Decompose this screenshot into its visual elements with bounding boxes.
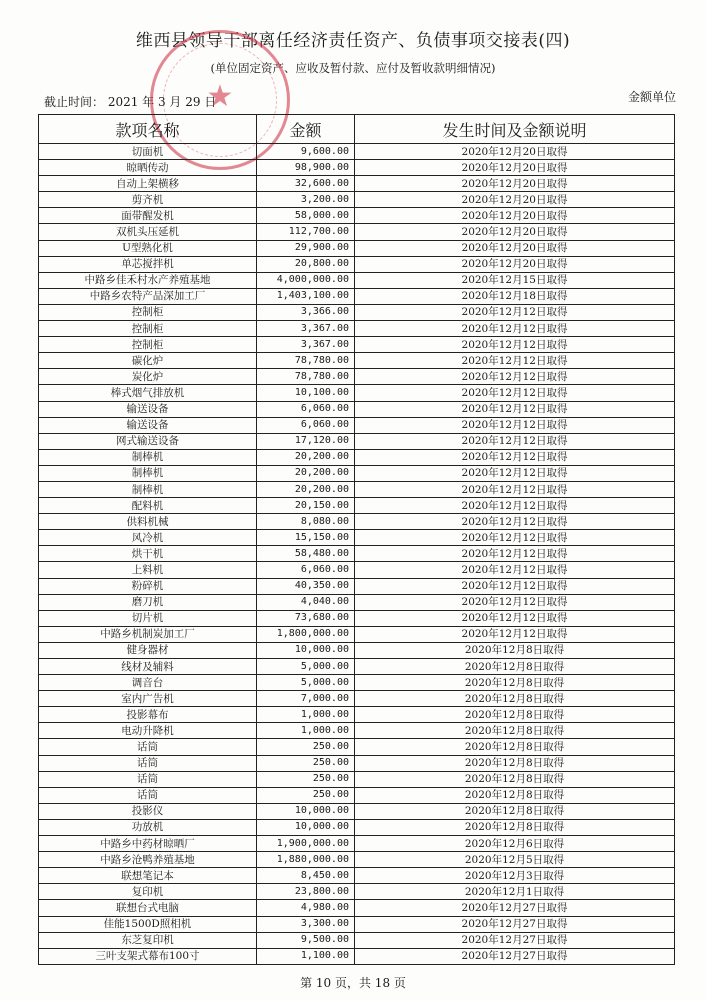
table-row — [39, 208, 675, 224]
table-row — [39, 385, 675, 401]
description-cell: 2020年12月8日取得 — [355, 739, 675, 755]
table-row — [39, 691, 675, 707]
item-name-cell: 佳能1500D照相机 — [39, 916, 257, 932]
item-name-cell: 控制柜 — [39, 337, 257, 353]
table-row — [39, 433, 675, 449]
item-name-cell: 棒式烟气排放机 — [39, 385, 257, 401]
table-row — [39, 176, 675, 192]
table-row — [39, 675, 675, 691]
description-cell: 2020年12月20日取得 — [355, 192, 675, 208]
item-name-cell: 话筒 — [39, 739, 257, 755]
amount-cell: 20,150.00 — [257, 498, 355, 514]
item-name-cell: 投影幕布 — [39, 707, 257, 723]
table-row — [39, 288, 675, 304]
item-name-cell: 晾晒传动 — [39, 160, 257, 176]
description-cell: 2020年12月20日取得 — [355, 256, 675, 272]
description-cell: 2020年12月15日取得 — [355, 272, 675, 288]
amount-cell: 20,200.00 — [257, 481, 355, 497]
amount-cell: 29,900.00 — [257, 240, 355, 256]
item-name-cell: 供料机械 — [39, 514, 257, 530]
item-name-cell: 炭化炉 — [39, 369, 257, 385]
amount-cell: 6,060.00 — [257, 417, 355, 433]
description-cell: 2020年12月12日取得 — [355, 481, 675, 497]
description-cell: 2020年12月12日取得 — [355, 578, 675, 594]
description-cell: 2020年12月27日取得 — [355, 948, 675, 964]
item-name-cell: 电动升降机 — [39, 723, 257, 739]
table-row — [39, 192, 675, 208]
table-row — [39, 884, 675, 900]
amount-cell: 40,350.00 — [257, 578, 355, 594]
item-name-cell: U型熟化机 — [39, 240, 257, 256]
item-name-cell: 自动上架横移 — [39, 176, 257, 192]
amount-cell: 3,200.00 — [257, 192, 355, 208]
item-name-cell: 单芯搅拌机 — [39, 256, 257, 272]
table-row — [39, 594, 675, 610]
amount-cell: 250.00 — [257, 755, 355, 771]
amount-cell: 112,700.00 — [257, 224, 355, 240]
amount-cell: 10,000.00 — [257, 803, 355, 819]
table-row — [39, 819, 675, 835]
table-row — [39, 160, 675, 176]
description-cell: 2020年12月8日取得 — [355, 707, 675, 723]
item-name-cell: 输送设备 — [39, 417, 257, 433]
description-cell: 2020年12月20日取得 — [355, 224, 675, 240]
item-name-cell: 面带醒发机 — [39, 208, 257, 224]
amount-cell: 8,450.00 — [257, 868, 355, 884]
item-name-cell: 控制柜 — [39, 321, 257, 337]
table-row — [39, 932, 675, 948]
table-row — [39, 755, 675, 771]
amount-cell: 6,060.00 — [257, 562, 355, 578]
document-title: 维西县领导干部离任经济责任资产、负债事项交接表(四) — [135, 31, 571, 51]
item-name-cell: 剪齐机 — [39, 192, 257, 208]
table-row — [39, 321, 675, 337]
item-name-cell: 制棒机 — [39, 481, 257, 497]
amount-cell: 1,880,000.00 — [257, 852, 355, 868]
item-name-cell: 碳化炉 — [39, 353, 257, 369]
description-cell: 2020年12月12日取得 — [355, 321, 675, 337]
description-cell: 2020年12月8日取得 — [355, 771, 675, 787]
amount-cell: 1,000.00 — [257, 707, 355, 723]
amount-cell: 250.00 — [257, 787, 355, 803]
description-cell: 2020年12月8日取得 — [355, 691, 675, 707]
description-cell: 2020年12月12日取得 — [355, 417, 675, 433]
seal-star-icon: ★ — [206, 79, 234, 114]
item-name-cell: 东芝复印机 — [39, 932, 257, 948]
amount-cell: 1,403,100.00 — [257, 288, 355, 304]
table-row — [39, 836, 675, 852]
description-cell: 2020年12月27日取得 — [355, 932, 675, 948]
description-cell: 2020年12月8日取得 — [355, 755, 675, 771]
amount-cell: 5,000.00 — [257, 659, 355, 675]
description-cell: 2020年12月8日取得 — [355, 803, 675, 819]
description-cell: 2020年12月8日取得 — [355, 787, 675, 803]
description-cell: 2020年12月12日取得 — [355, 498, 675, 514]
table-row — [39, 948, 675, 964]
description-cell: 2020年12月6日取得 — [355, 836, 675, 852]
table-row — [39, 353, 675, 369]
table-row — [39, 868, 675, 884]
description-cell: 2020年12月12日取得 — [355, 353, 675, 369]
item-name-cell: 输送设备 — [39, 401, 257, 417]
description-cell: 2020年12月20日取得 — [355, 144, 675, 160]
item-name-cell: 粉碎机 — [39, 578, 257, 594]
item-name-cell: 复印机 — [39, 884, 257, 900]
description-cell: 2020年12月12日取得 — [355, 337, 675, 353]
amount-cell: 78,780.00 — [257, 369, 355, 385]
amount-cell: 6,060.00 — [257, 401, 355, 417]
table-row — [39, 642, 675, 658]
amount-cell: 250.00 — [257, 739, 355, 755]
description-cell: 2020年12月12日取得 — [355, 465, 675, 481]
table-row — [39, 900, 675, 916]
table-row — [39, 771, 675, 787]
description-cell: 2020年12月27日取得 — [355, 900, 675, 916]
amount-cell: 8,080.00 — [257, 514, 355, 530]
amount-cell: 10,000.00 — [257, 642, 355, 658]
item-name-cell: 话筒 — [39, 787, 257, 803]
description-cell: 2020年12月12日取得 — [355, 594, 675, 610]
description-cell: 2020年12月12日取得 — [355, 546, 675, 562]
description-cell: 2020年12月3日取得 — [355, 868, 675, 884]
amount-cell: 1,000.00 — [257, 723, 355, 739]
amount-unit-label: 金额单位 — [627, 90, 676, 104]
item-name-cell: 健身器材 — [39, 642, 257, 658]
description-cell: 2020年12月8日取得 — [355, 723, 675, 739]
table-row — [39, 481, 675, 497]
item-name-cell: 中路乡机制炭加工厂 — [39, 626, 257, 642]
description-cell: 2020年12月8日取得 — [355, 642, 675, 658]
amount-cell: 250.00 — [257, 771, 355, 787]
amount-cell: 10,000.00 — [257, 819, 355, 835]
item-name-cell: 上料机 — [39, 562, 257, 578]
description-cell: 2020年12月12日取得 — [355, 562, 675, 578]
amount-cell: 5,000.00 — [257, 675, 355, 691]
amount-cell: 15,150.00 — [257, 530, 355, 546]
table-row — [39, 240, 675, 256]
item-name-cell: 中路乡中药材晾晒厂 — [39, 836, 257, 852]
description-cell: 2020年12月12日取得 — [355, 369, 675, 385]
amount-cell: 3,367.00 — [257, 337, 355, 353]
table-row — [39, 723, 675, 739]
amount-cell: 20,800.00 — [257, 256, 355, 272]
description-cell: 2020年12月12日取得 — [355, 433, 675, 449]
description-cell: 2020年12月12日取得 — [355, 385, 675, 401]
item-name-cell: 室内广告机 — [39, 691, 257, 707]
table-row — [39, 787, 675, 803]
header-description: 发生时间及金额说明 — [355, 115, 675, 144]
amount-cell: 4,980.00 — [257, 900, 355, 916]
item-name-cell: 控制柜 — [39, 304, 257, 320]
table-row — [39, 739, 675, 755]
item-name-cell: 双机头压延机 — [39, 224, 257, 240]
amount-cell: 58,480.00 — [257, 546, 355, 562]
table-row — [39, 224, 675, 240]
table-row — [39, 562, 675, 578]
item-name-cell: 磨刀机 — [39, 594, 257, 610]
description-cell: 2020年12月8日取得 — [355, 675, 675, 691]
header-amount: 金额 — [257, 115, 355, 144]
table-row — [39, 626, 675, 642]
table-row — [39, 272, 675, 288]
table-row — [39, 659, 675, 675]
description-cell: 2020年12月20日取得 — [355, 160, 675, 176]
table-row — [39, 417, 675, 433]
amount-cell: 10,100.00 — [257, 385, 355, 401]
description-cell: 2020年12月12日取得 — [355, 514, 675, 530]
table-row — [39, 465, 675, 481]
description-cell: 2020年12月18日取得 — [355, 288, 675, 304]
amount-cell: 1,900,000.00 — [257, 836, 355, 852]
amount-cell: 3,366.00 — [257, 304, 355, 320]
table-row — [39, 449, 675, 465]
amount-cell: 23,800.00 — [257, 884, 355, 900]
item-name-cell: 风冷机 — [39, 530, 257, 546]
cutoff-date: 截止时间： 2021 年 3 月 29 日 — [44, 95, 217, 109]
item-name-cell: 中路乡佳禾村水产养殖基地 — [39, 272, 257, 288]
item-name-cell: 切片机 — [39, 610, 257, 626]
item-name-cell: 制棒机 — [39, 449, 257, 465]
table-row — [39, 803, 675, 819]
description-cell: 2020年12月8日取得 — [355, 819, 675, 835]
description-cell: 2020年12月20日取得 — [355, 208, 675, 224]
description-cell: 2020年12月12日取得 — [355, 401, 675, 417]
item-name-cell: 功放机 — [39, 819, 257, 835]
table-row — [39, 514, 675, 530]
description-cell: 2020年12月27日取得 — [355, 916, 675, 932]
table-row — [39, 256, 675, 272]
table-row — [39, 707, 675, 723]
description-cell: 2020年12月12日取得 — [355, 530, 675, 546]
item-name-cell: 三叶支架式幕布100寸 — [39, 948, 257, 964]
item-name-cell: 配料机 — [39, 498, 257, 514]
table-row — [39, 852, 675, 868]
amount-cell: 20,200.00 — [257, 465, 355, 481]
amount-cell: 3,367.00 — [257, 321, 355, 337]
description-cell: 2020年12月12日取得 — [355, 449, 675, 465]
table-row — [39, 337, 675, 353]
item-name-cell: 切面机 — [39, 144, 257, 160]
description-cell: 2020年12月20日取得 — [355, 240, 675, 256]
table-row — [39, 578, 675, 594]
amount-cell: 1,100.00 — [257, 948, 355, 964]
item-name-cell: 网式输送设备 — [39, 433, 257, 449]
table-row — [39, 304, 675, 320]
item-name-cell: 烘干机 — [39, 546, 257, 562]
table-row — [39, 498, 675, 514]
table-row — [39, 144, 675, 160]
amount-cell: 20,200.00 — [257, 449, 355, 465]
amount-cell: 4,000,000.00 — [257, 272, 355, 288]
amount-cell: 17,120.00 — [257, 433, 355, 449]
item-name-cell: 话筒 — [39, 755, 257, 771]
amount-cell: 3,300.00 — [257, 916, 355, 932]
amount-cell: 78,780.00 — [257, 353, 355, 369]
table-row — [39, 369, 675, 385]
table-row — [39, 401, 675, 417]
item-name-cell: 调音台 — [39, 675, 257, 691]
item-name-cell: 制棒机 — [39, 465, 257, 481]
description-cell: 2020年12月5日取得 — [355, 852, 675, 868]
description-cell: 2020年12月1日取得 — [355, 884, 675, 900]
item-name-cell: 话筒 — [39, 771, 257, 787]
item-name-cell: 中路乡农特产品深加工厂 — [39, 288, 257, 304]
amount-cell: 98,900.00 — [257, 160, 355, 176]
amount-cell: 32,600.00 — [257, 176, 355, 192]
page-footer: 第 10 页，共 18 页 — [300, 976, 406, 990]
amount-cell: 7,000.00 — [257, 691, 355, 707]
description-cell: 2020年12月12日取得 — [355, 610, 675, 626]
item-name-cell: 投影仪 — [39, 803, 257, 819]
item-name-cell: 联想台式电脑 — [39, 900, 257, 916]
item-name-cell: 中路乡沧鸭养殖基地 — [39, 852, 257, 868]
amount-cell: 4,040.00 — [257, 594, 355, 610]
table-row — [39, 530, 675, 546]
table-row — [39, 916, 675, 932]
table-row — [39, 546, 675, 562]
asset-table — [38, 114, 675, 965]
description-cell: 2020年12月12日取得 — [355, 626, 675, 642]
item-name-cell: 联想笔记本 — [39, 868, 257, 884]
item-name-cell: 线材及辅料 — [39, 659, 257, 675]
table-row — [39, 610, 675, 626]
amount-cell: 9,600.00 — [257, 144, 355, 160]
header-item-name: 款项名称 — [39, 115, 257, 144]
amount-cell: 58,000.00 — [257, 208, 355, 224]
amount-cell: 1,800,000.00 — [257, 626, 355, 642]
description-cell: 2020年12月20日取得 — [355, 176, 675, 192]
document-subtitle: (单位固定资产、应收及暂付款、应付及暂收款明细情况) — [210, 61, 496, 75]
amount-cell: 73,680.00 — [257, 610, 355, 626]
table-header-row — [39, 115, 675, 144]
description-cell: 2020年12月8日取得 — [355, 659, 675, 675]
amount-cell: 9,500.00 — [257, 932, 355, 948]
description-cell: 2020年12月12日取得 — [355, 304, 675, 320]
